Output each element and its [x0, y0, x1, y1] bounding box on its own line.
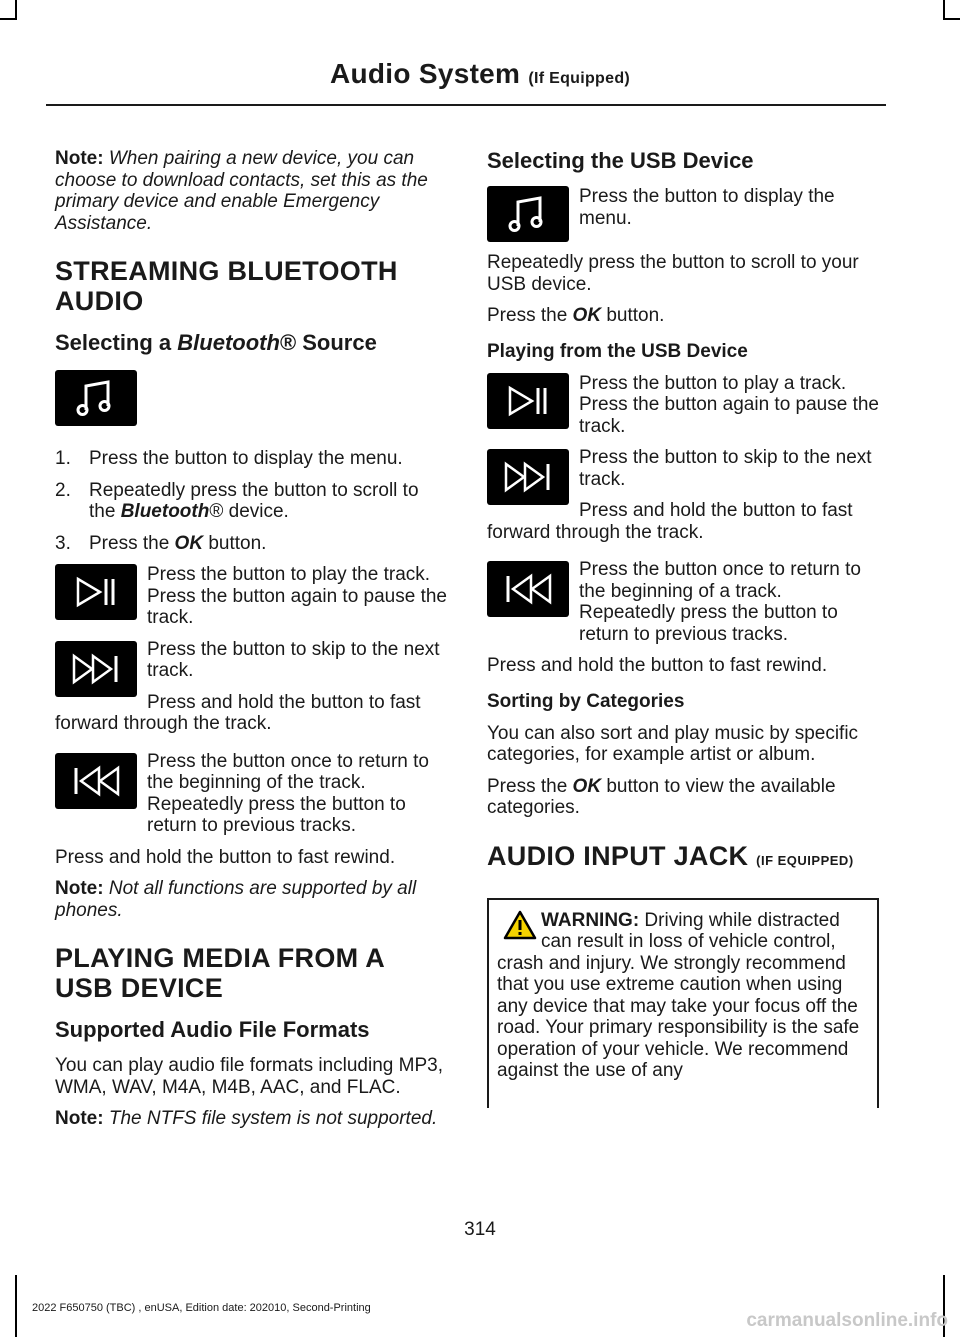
music-note-icon	[487, 186, 569, 242]
crop-mark	[943, 18, 960, 20]
fast-forward-description: Press and hold the button to fast forward through the track.	[487, 500, 853, 543]
categories-instruction: Press the OK button to view the available categories.	[487, 775, 836, 818]
ok-instruction: Press the OK button.	[487, 305, 665, 326]
warning-label: WARNING:	[541, 909, 640, 931]
heading-usb-media: PLAYING MEDIA FROM A USB DEVICE	[55, 943, 385, 1003]
skip-back-icon	[55, 753, 137, 809]
crop-mark	[15, 0, 17, 20]
heading-playing-usb: Playing from the USB Device	[487, 340, 748, 362]
heading-selecting-source: Selecting a Bluetooth® Source	[55, 330, 377, 355]
page-header	[0, 58, 960, 90]
skip-forward-block	[55, 639, 447, 745]
menu-description: Press the button to display the menu.	[579, 186, 835, 229]
list-item: 2. Repeatedly press the button to scroll to the Bluetooth® device.	[55, 479, 419, 522]
watermark: carmanualsonline.info	[746, 1310, 948, 1331]
skip-back-icon	[487, 561, 569, 617]
skip-back-block	[487, 559, 879, 655]
warning-box	[487, 898, 879, 1108]
play-pause-icon	[55, 564, 137, 620]
right-column	[487, 148, 879, 1108]
note-phones: Note: Not all functions are supported by all phones.	[55, 878, 417, 921]
note-ntfs: Note: The NTFS file system is not supported.	[55, 1108, 438, 1129]
note-text: When pairing a new device, you can choose to download contacts, set this as the primary device and enable Emergency Assistance.	[55, 148, 428, 234]
sorting-description: You can also sort and play music by specific categories, for example artist or album.	[487, 722, 859, 765]
previous-track-description: Press the button once to return to the beginning of a track. Repeatedly press the button to return to previous tracks.	[579, 559, 862, 645]
skip-forward-icon	[487, 449, 569, 505]
crop-mark	[943, 0, 945, 20]
fast-forward-description: Press and hold the button to fast forward through the track.	[55, 691, 421, 734]
skip-description: Press the button to skip to the next track.	[579, 447, 872, 490]
page-number: 314	[464, 1219, 496, 1240]
play-pause-icon	[487, 373, 569, 429]
play-pause-row	[55, 564, 447, 629]
note-label: Note:	[55, 148, 104, 169]
left-column	[55, 148, 447, 1140]
play-pause-row	[487, 373, 879, 438]
edition-info: 2022 F650750 (TBC) , enUSA, Edition date: 202010, Second-Printing	[32, 1302, 371, 1314]
skip-description: Press the button to skip to the next track.	[147, 638, 440, 681]
warning-triangle-icon	[503, 910, 537, 946]
rewind-description: Press and hold the button to fast rewind.	[55, 846, 396, 868]
skip-back-block	[55, 751, 447, 847]
music-note-icon	[55, 370, 137, 426]
play-description: Press the button to play the track. Press the button again to pause the track.	[147, 564, 447, 628]
list-item: 3. Press the OK button.	[55, 532, 267, 554]
heading-selecting-usb: Selecting the USB Device	[487, 148, 754, 173]
note-pairing	[55, 148, 447, 234]
heading-audio-input-jack: AUDIO INPUT JACK (IF EQUIPPED)	[487, 840, 854, 871]
header-subtitle: (If Equipped)	[528, 70, 631, 87]
heading-sorting: Sorting by Categories	[487, 690, 685, 712]
crop-mark	[0, 18, 17, 20]
formats-description: You can play audio file formats including MP3, WMA, WAV, M4A, M4B, AAC, and FLAC.	[55, 1055, 443, 1098]
heading-audio-formats: Supported Audio File Formats	[55, 1017, 370, 1042]
menu-row	[487, 186, 879, 242]
crop-mark	[15, 1275, 17, 1337]
skip-forward-icon	[55, 641, 137, 697]
skip-forward-block	[487, 447, 879, 553]
scroll-description: Repeatedly press the button to scroll to your USB device.	[487, 252, 859, 295]
header-divider	[46, 104, 886, 106]
play-description: Press the button to play a track. Press the button again to pause the track.	[579, 372, 879, 437]
heading-streaming-bluetooth: STREAMING BLUETOOTH AUDIO	[55, 256, 398, 316]
list-item: 1. Press the button to display the menu.	[55, 448, 403, 469]
header-title: Audio System	[329, 58, 521, 89]
rewind-description: Press and hold the button to fast rewind.	[487, 655, 828, 676]
steps-list	[55, 448, 447, 554]
previous-track-description: Press the button once to return to the beginning of the track. Repeatedly press the button to return to previous tracks.	[147, 750, 430, 836]
warning-text: Driving while distracted can result in loss of vehicle control, crash and injury. We strongly recommend that you use extreme caution when using any device that may take your focus off the road. Your primary responsibility is the safe operation of your vehicle. We recommend against the use of any	[497, 909, 860, 1081]
